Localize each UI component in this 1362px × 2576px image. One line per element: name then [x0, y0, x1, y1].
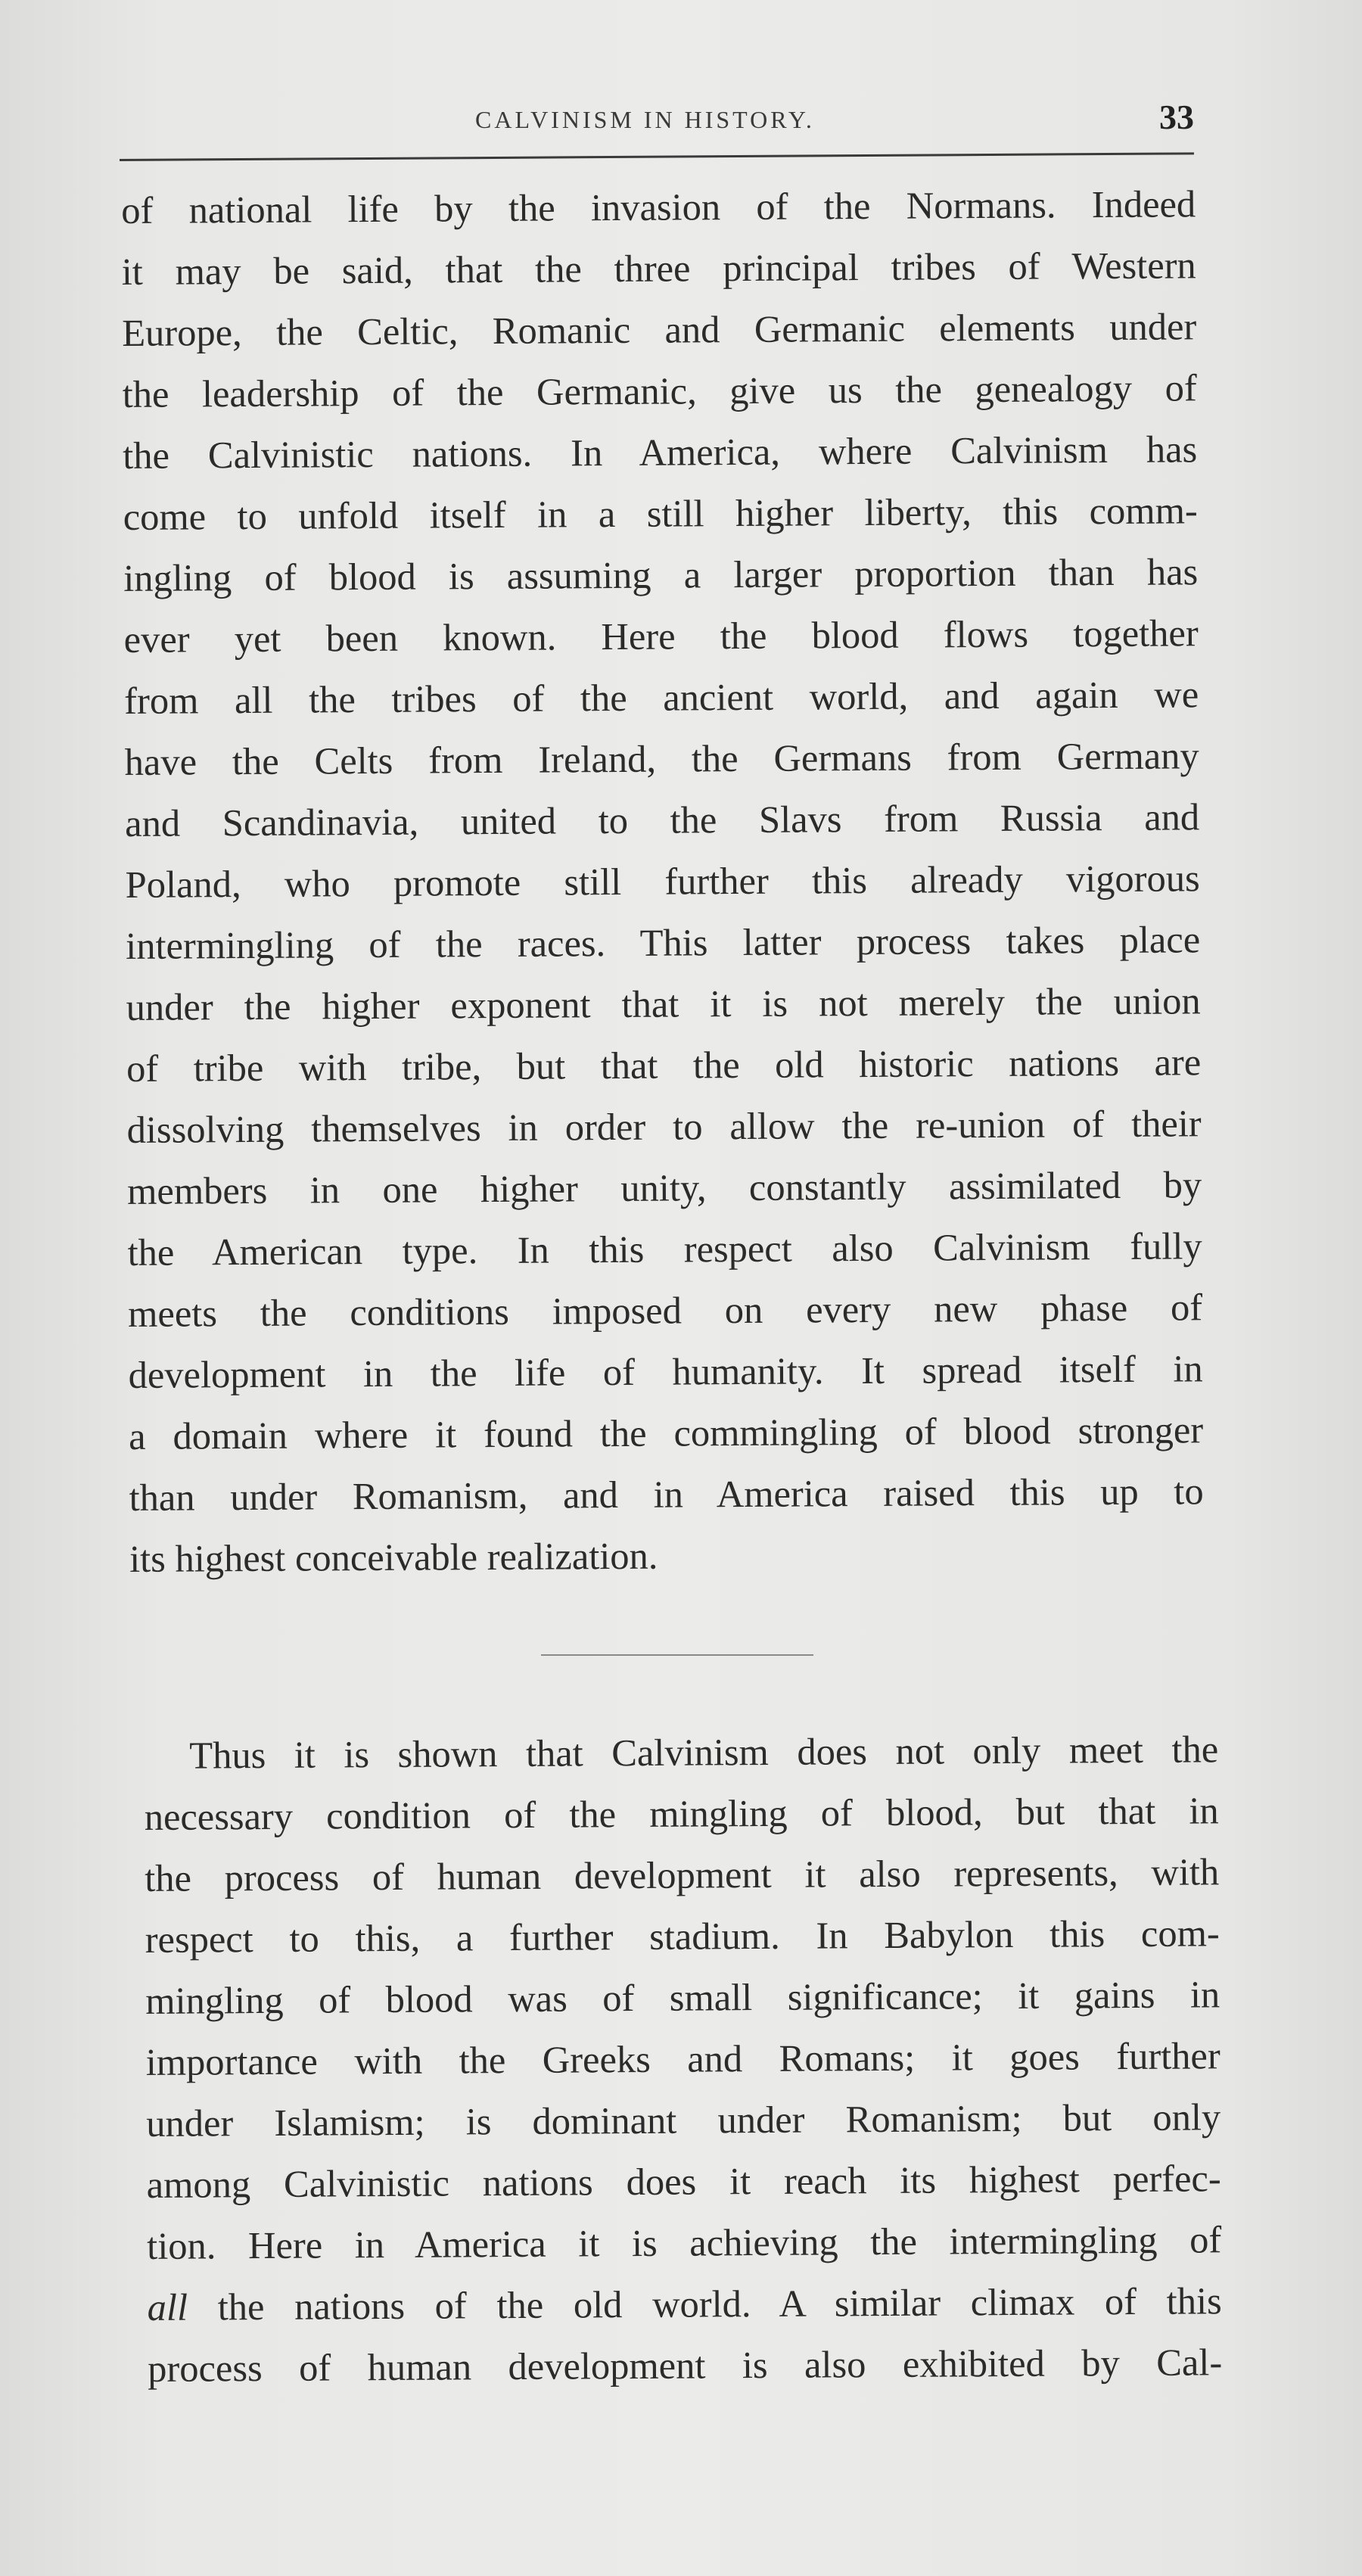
text-line: ingling of blood is assuming a larger proportion than has	[123, 550, 1199, 599]
text-line-rest: the nations of the old world. A similar climax of this	[187, 2279, 1222, 2329]
paragraph-new	[144, 1719, 1222, 2400]
text-line: of national life by the invasion of the Normans. Indeed	[121, 182, 1196, 232]
section-divider	[541, 1654, 813, 1656]
text-line-indented	[144, 1719, 1218, 1787]
page-number: 33	[1159, 98, 1194, 136]
text-line: than under Romanism, and in America raised this up to	[129, 1470, 1204, 1519]
text-line: come to unfold itself in a still higher liberty, this comm-	[123, 489, 1198, 538]
text-line: intermingling of the races. This latter process takes place	[126, 918, 1201, 967]
text-line: its highest conceivable realization.	[129, 1534, 658, 1580]
text-line: process of human development is also exhibited by Cal-	[148, 2341, 1223, 2390]
running-title: CALVINISM IN HISTORY.	[475, 106, 815, 133]
text-line: among Calvinistic nations does it reach its highest perfec-	[146, 2157, 1221, 2206]
text-line: importance with the Greeks and Romans; it goes further	[145, 2034, 1221, 2083]
text-line: and Scandinavia, united to the Slavs from Russia and	[125, 795, 1200, 845]
text-line: mingling of blood was of small significance; it gains in	[145, 1973, 1221, 2022]
text-line: the American type. In this respect also Calvinism fully	[127, 1224, 1202, 1274]
text-line: meets the conditions imposed on every new phase of	[127, 1286, 1203, 1335]
text-line: members in one higher unity, constantly assimilated by	[126, 1163, 1202, 1212]
text-line: have the Celts from Ireland, the Germans from Germany	[124, 734, 1199, 783]
text-line: the leadership of the Germanic, give us the genealogy of	[122, 366, 1197, 415]
text-line-with-italic	[147, 2270, 1221, 2338]
text-line: a domain where it found the commingling of blood stronger	[128, 1408, 1204, 1458]
running-header	[120, 97, 1194, 150]
text-line: of tribe with tribe, but that the old historic nations are	[126, 1041, 1202, 1090]
text-line: Europe, the Celtic, Romanic and Germanic elements under	[122, 305, 1197, 354]
text-line: ever yet been known. Here the blood flows together	[123, 611, 1199, 661]
text-line: tion. Here in America it is achieving the intermingling of	[147, 2218, 1222, 2267]
text-line: it may be said, that the three principal tribes of Western	[121, 244, 1196, 293]
text-line: necessary condition of the mingling of blood, but that in	[144, 1789, 1219, 1838]
text-line: respect to this, a further stadium. In Babylon this com-	[145, 1912, 1220, 1961]
text-line: the Calvinistic nations. In America, where Calvinism has	[123, 428, 1198, 477]
paragraph-continued	[121, 173, 1204, 1590]
text-line-content: Thus it is shown that Calvinism does not only meet the	[189, 1728, 1219, 1777]
italic-word: all	[147, 2285, 188, 2329]
text-line: from all the tribes of the ancient world, and again we	[124, 673, 1199, 722]
text-line: under Islamism; is dominant under Romanism; but only	[146, 2095, 1221, 2145]
text-line: development in the life of humanity. It spread itself in	[128, 1347, 1203, 1396]
text-line: under the higher exponent that it is not merely the union	[126, 979, 1201, 1028]
text-line: Poland, who promote still further this already vigorous	[125, 857, 1200, 906]
text-line: dissolving themselves in order to allow the re-union of their	[126, 1102, 1202, 1151]
header-rule	[120, 152, 1194, 161]
text-line: the process of human development it also represents, with	[145, 1850, 1220, 1899]
